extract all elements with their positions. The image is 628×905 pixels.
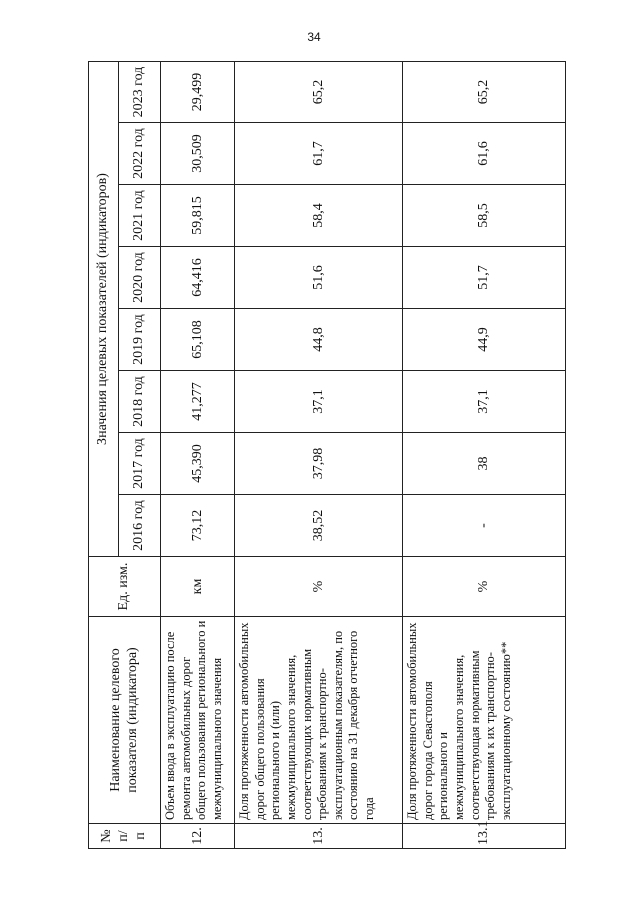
value-cell: 65,2 — [235, 62, 403, 123]
value-cell: 37,98 — [235, 433, 403, 495]
value-cell: 65,2 — [403, 62, 566, 123]
indicator-name: Доля протяженности автомобильных дорог города Севастополя регионального и межмуниципального значения, соответствующая нормативным требованиям к их транспортно-эксплуатационному состоянию** — [403, 617, 566, 824]
row-number: 13.1 — [403, 824, 566, 849]
table-row — [235, 62, 403, 849]
row-number: 12. — [161, 824, 235, 849]
value-cell: 29,499 — [161, 62, 235, 123]
value-cell: 61,7 — [235, 123, 403, 185]
value-cell: 37,1 — [235, 371, 403, 433]
value-cell: 64,416 — [161, 247, 235, 309]
value-cell: 30,509 — [161, 123, 235, 185]
value-cell: 45,390 — [161, 433, 235, 495]
indicator-name: Объем ввода в эксплуатацию после ремонта автомобильных дорог общего пользования регионального и межмуниципального значения — [161, 617, 235, 824]
value-cell: 38,52 — [235, 495, 403, 557]
value-cell: 61,6 — [403, 123, 566, 185]
header-name: Наименование целевого показателя (индикатора) — [89, 617, 161, 824]
value-cell: 44,8 — [235, 309, 403, 371]
header-year: 2023 год — [119, 62, 161, 123]
unit-cell: км — [161, 557, 235, 617]
value-cell: 37,1 — [403, 371, 566, 433]
header-year: 2022 год — [119, 123, 161, 185]
header-year: 2021 год — [119, 185, 161, 247]
indicator-table — [88, 61, 566, 849]
header-year: 2020 год — [119, 247, 161, 309]
header-year: 2016 год — [119, 495, 161, 557]
value-cell: 73,12 — [161, 495, 235, 557]
table-container — [88, 62, 565, 849]
unit-cell: % — [403, 557, 566, 617]
row-number: 13. — [235, 824, 403, 849]
header-unit: Ед. изм. — [89, 557, 161, 617]
header-year: 2019 год — [119, 309, 161, 371]
value-cell: - — [403, 495, 566, 557]
value-cell: 51,7 — [403, 247, 566, 309]
value-cell: 51,6 — [235, 247, 403, 309]
value-cell: 59,815 — [161, 185, 235, 247]
header-values-group: Значения целевых показателей (индикаторов) — [89, 62, 119, 557]
rotated-table-frame — [88, 62, 565, 849]
value-cell: 38 — [403, 433, 566, 495]
table-row — [161, 62, 235, 849]
value-cell: 44,9 — [403, 309, 566, 371]
header-num: № п/п — [89, 824, 161, 849]
value-cell: 41,277 — [161, 371, 235, 433]
value-cell: 58,5 — [403, 185, 566, 247]
table-row — [403, 62, 566, 849]
value-cell: 58,4 — [235, 185, 403, 247]
header-year: 2017 год — [119, 433, 161, 495]
value-cell: 65,108 — [161, 309, 235, 371]
header-year: 2018 год — [119, 371, 161, 433]
unit-cell: % — [235, 557, 403, 617]
header-row-group — [89, 62, 119, 849]
page-number: 34 — [307, 30, 321, 44]
indicator-name: Доля протяженности автомобильных дорог общего пользования регионального и (или) межмуниципального значения, соответствующих нормативным требованиям к транспортно-эксплуатационным показателям, по состоянию на 31 декабря отчетного года — [235, 617, 403, 824]
